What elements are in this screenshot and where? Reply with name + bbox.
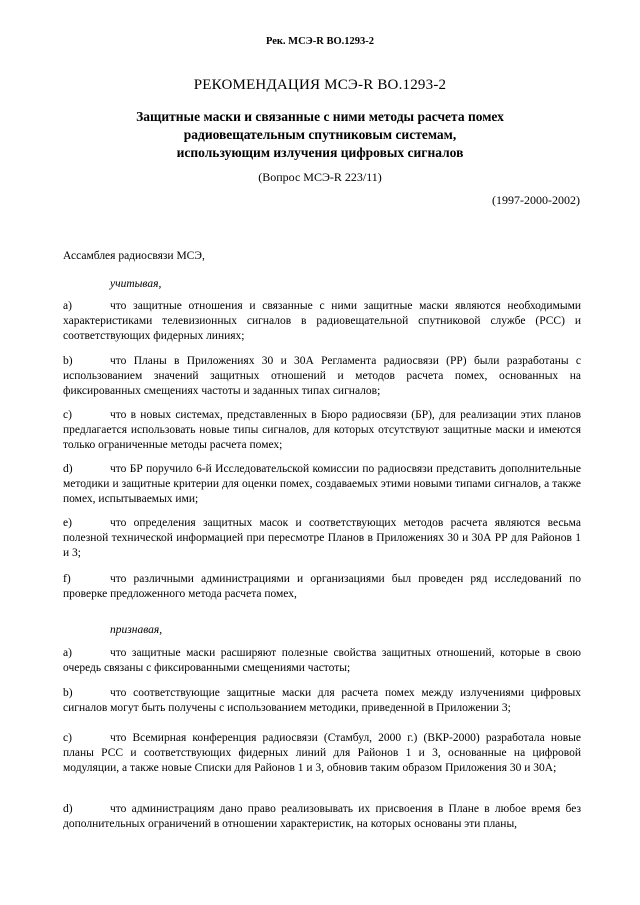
item-text: что защитные отношения и связанные с ними защитные маски являются необходимыми характеристиками телевизионных сигналов в радиовещательной спутниковой службе (РСС) и соответствующих фидерных линиях; <box>63 300 581 343</box>
item-label: a) <box>63 647 72 659</box>
item-text: что соответствующие защитные маски для расчета помех между излучениями цифровых сигналов могут быть получены с использованием методики, приведенной в Приложении 3; <box>63 687 581 715</box>
running-header: Рек. МСЭ-R BO.1293-2 <box>265 36 375 47</box>
item-text: что Планы в Приложениях 30 и 30А Регламента радиосвязи (РР) были разработаны с использованием значений защитных отношений и методов расчета помех, основанных на фиксированных смещениях частоты и заданных типах сигналов; <box>63 355 581 398</box>
item-label: d) <box>63 463 73 475</box>
item-label: b) <box>63 687 73 699</box>
item-label: c) <box>63 732 72 744</box>
considering-item-a <box>63 299 581 345</box>
item-text: что администрациям дано право реализовывать их присвоения в Плане в любое время без дополнительных ограничений в отношении характеристик, на которых основаны эти планы, <box>63 803 581 831</box>
item-label: b) <box>63 355 73 367</box>
document-title <box>60 108 580 162</box>
recommendation-number: РЕКОМЕНДАЦИЯ МСЭ-R BO.1293-2 <box>193 77 447 93</box>
item-label: d) <box>63 803 73 815</box>
considering-item-c <box>63 408 581 454</box>
recognizing-heading: признавая, <box>110 624 163 636</box>
recognizing-item-a <box>63 646 581 676</box>
recognizing-item-b <box>63 686 581 716</box>
title-line: Защитные маски и связанные с ними методы расчета помех <box>136 109 504 124</box>
item-text: что Всемирная конференция радиосвязи (Стамбул, 2000 г.) (ВКР-2000) разработала новые планы РСС и соответствующих фидерных линий для Районов 1 и 3, основанные на цифровой модуляции, а также новые Списки для Районов 1 и 3, обновив таким образом Приложения 30 и 30А; <box>63 732 581 775</box>
considering-item-b <box>63 354 581 400</box>
item-text: что защитные маски расширяют полезные свойства защитных отношений, которые в свою очередь связаны с фиксированными смещениями частоты; <box>63 647 581 675</box>
item-text: что БР поручило 6-й Исследовательской комиссии по радиосвязи представить дополнительные методики и защитные критерии для оценки помех, создаваемых этими новыми типами сигналов, а также помех, испытываемых ими; <box>63 463 581 506</box>
question-reference: (Вопрос МСЭ-R 223/11) <box>258 170 382 184</box>
considering-item-f <box>63 572 581 602</box>
title-line: радиовещательным спутниковым системам, <box>183 127 457 142</box>
item-text: что определения защитных масок и соответствующих методов расчета являются весьма полезной технической информацией при пересмотре Планов в Приложениях 30 и 30А РР для Районов 1 и 3; <box>63 517 581 560</box>
item-label: c) <box>63 409 72 421</box>
item-text: что различными администрациями и организациями был проведен ряд исследований по проверке предложенного метода расчета помех, <box>63 573 581 601</box>
revision-years: (1997-2000-2002) <box>492 193 580 207</box>
recognizing-item-d <box>63 802 581 832</box>
assembly-intro: Ассамблея радиосвязи МСЭ, <box>63 250 205 262</box>
item-label: f) <box>63 573 71 585</box>
considering-item-d <box>63 462 581 508</box>
considering-heading: учитывая, <box>110 278 162 290</box>
item-text: что в новых системах, представленных в Бюро радиосвязи (БР), для реализации этих планов предлагается использовать новые типы сигналов, для которых отсутствуют защитные маски и имеются только ограниченные методы расчета помех; <box>63 409 581 452</box>
considering-item-e <box>63 516 581 562</box>
recognizing-item-c <box>63 731 581 777</box>
title-line: использующим излучения цифровых сигналов <box>176 145 464 160</box>
item-label: e) <box>63 517 72 529</box>
item-label: a) <box>63 300 72 312</box>
